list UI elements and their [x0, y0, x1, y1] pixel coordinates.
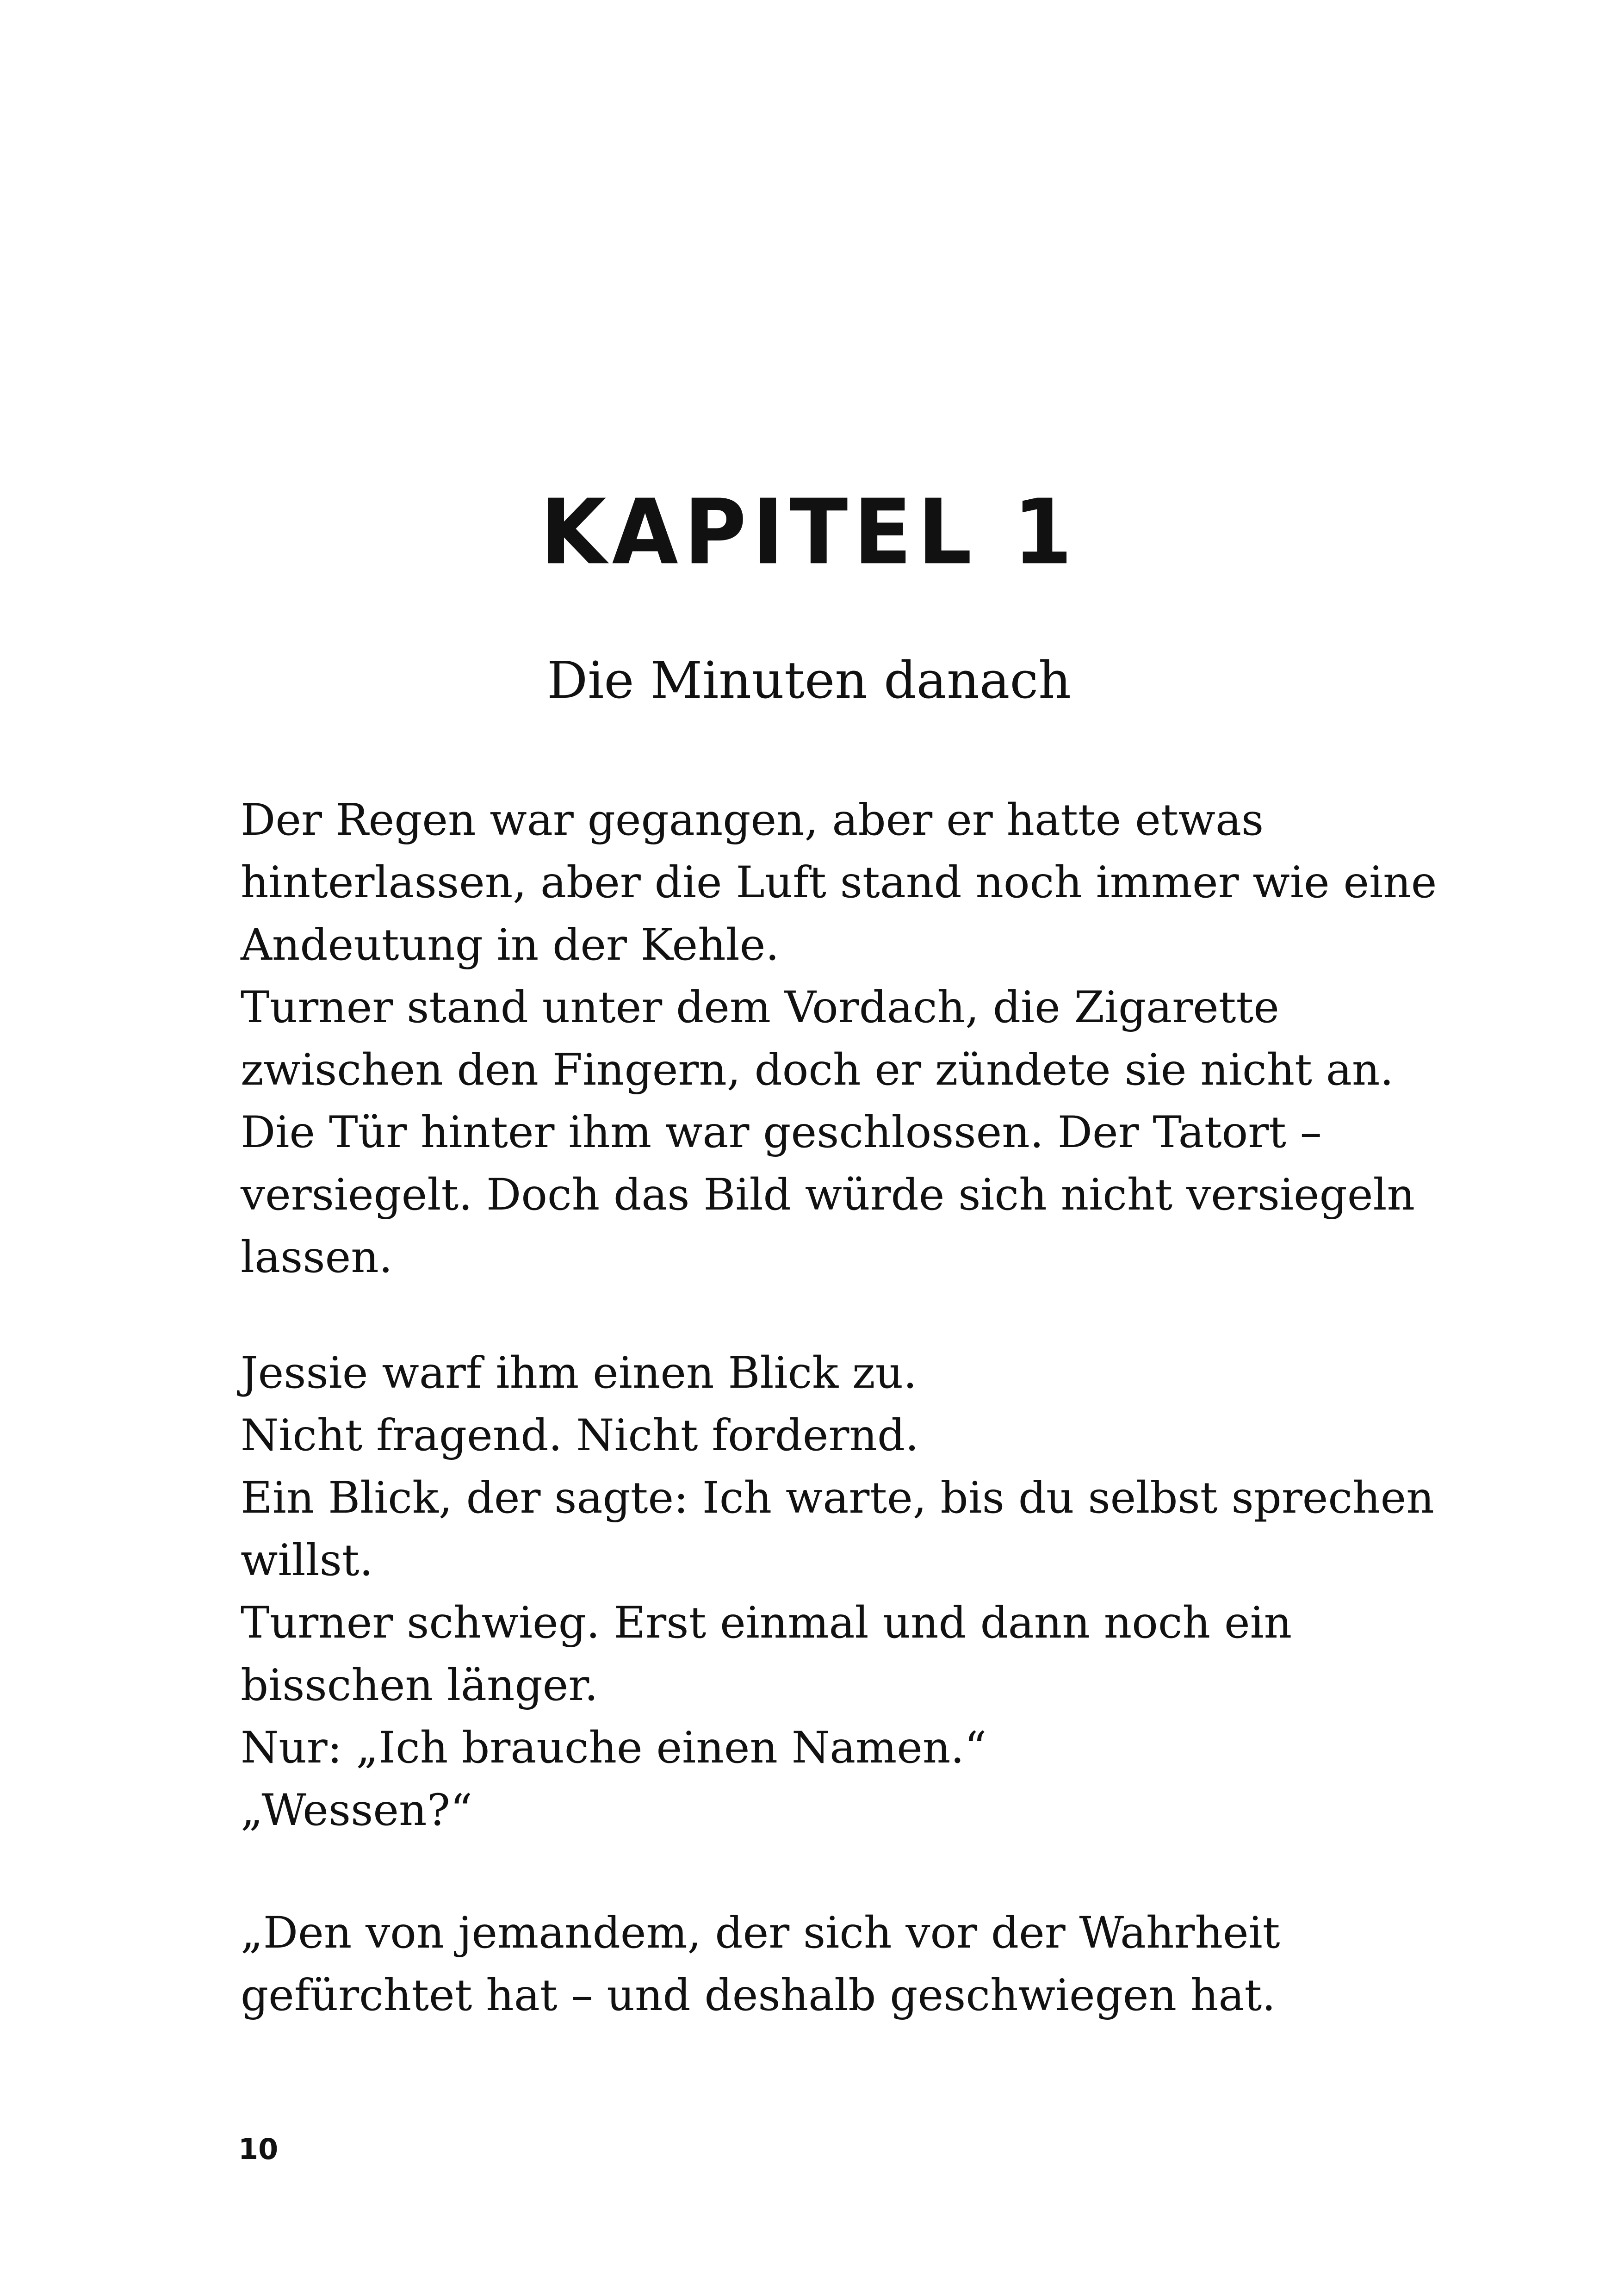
text-line: versiegelt. Doch das Bild würde sich nicht versiegeln — [241, 1170, 1415, 1220]
text-line: „Wessen?“ — [241, 1785, 473, 1836]
paragraph-2 — [241, 1342, 1490, 1842]
text-line: Turner stand unter dem Vordach, die Zigarette — [241, 982, 1279, 1033]
text-line: Ein Blick, der sagte: Ich warte, bis du selbst sprechen — [241, 1473, 1434, 1523]
text-line: Turner schwieg. Erst einmal und dann noch ein — [241, 1598, 1292, 1648]
text-line: Nicht fragend. Nicht fordernd. — [241, 1410, 919, 1461]
text-line: bisschen länger. — [241, 1660, 598, 1711]
paragraph-1 — [241, 789, 1490, 1289]
text-line: Die Tür hinter ihm war geschlossen. Der Tatort – — [241, 1107, 1322, 1158]
text-line: zwischen den Fingern, doch er zündete sie nicht an. — [241, 1045, 1394, 1095]
text-line: Der Regen war gegangen, aber er hatte etwas — [241, 795, 1264, 845]
text-line: willst. — [241, 1535, 373, 1586]
page-number: 10 — [238, 2132, 279, 2166]
text-line: Andeutung in der Kehle. — [241, 920, 780, 970]
text-line: „Den von jemandem, der sich vor der Wahrheit — [241, 1908, 1280, 1958]
text-line: lassen. — [241, 1232, 393, 1283]
text-line: Jessie warf ihm einen Blick zu. — [241, 1348, 917, 1398]
text-line: Nur: „Ich brauche einen Namen.“ — [241, 1723, 987, 1773]
paragraph-3 — [241, 1902, 1490, 2027]
text-line: gefürchtet hat – und deshalb geschwiegen hat. — [241, 1970, 1276, 2021]
text-line: hinterlassen, aber die Luft stand noch immer wie eine — [241, 857, 1437, 908]
chapter-title: KAPITEL 1 — [540, 479, 1078, 585]
chapter-subtitle: Die Minuten danach — [547, 651, 1071, 710]
